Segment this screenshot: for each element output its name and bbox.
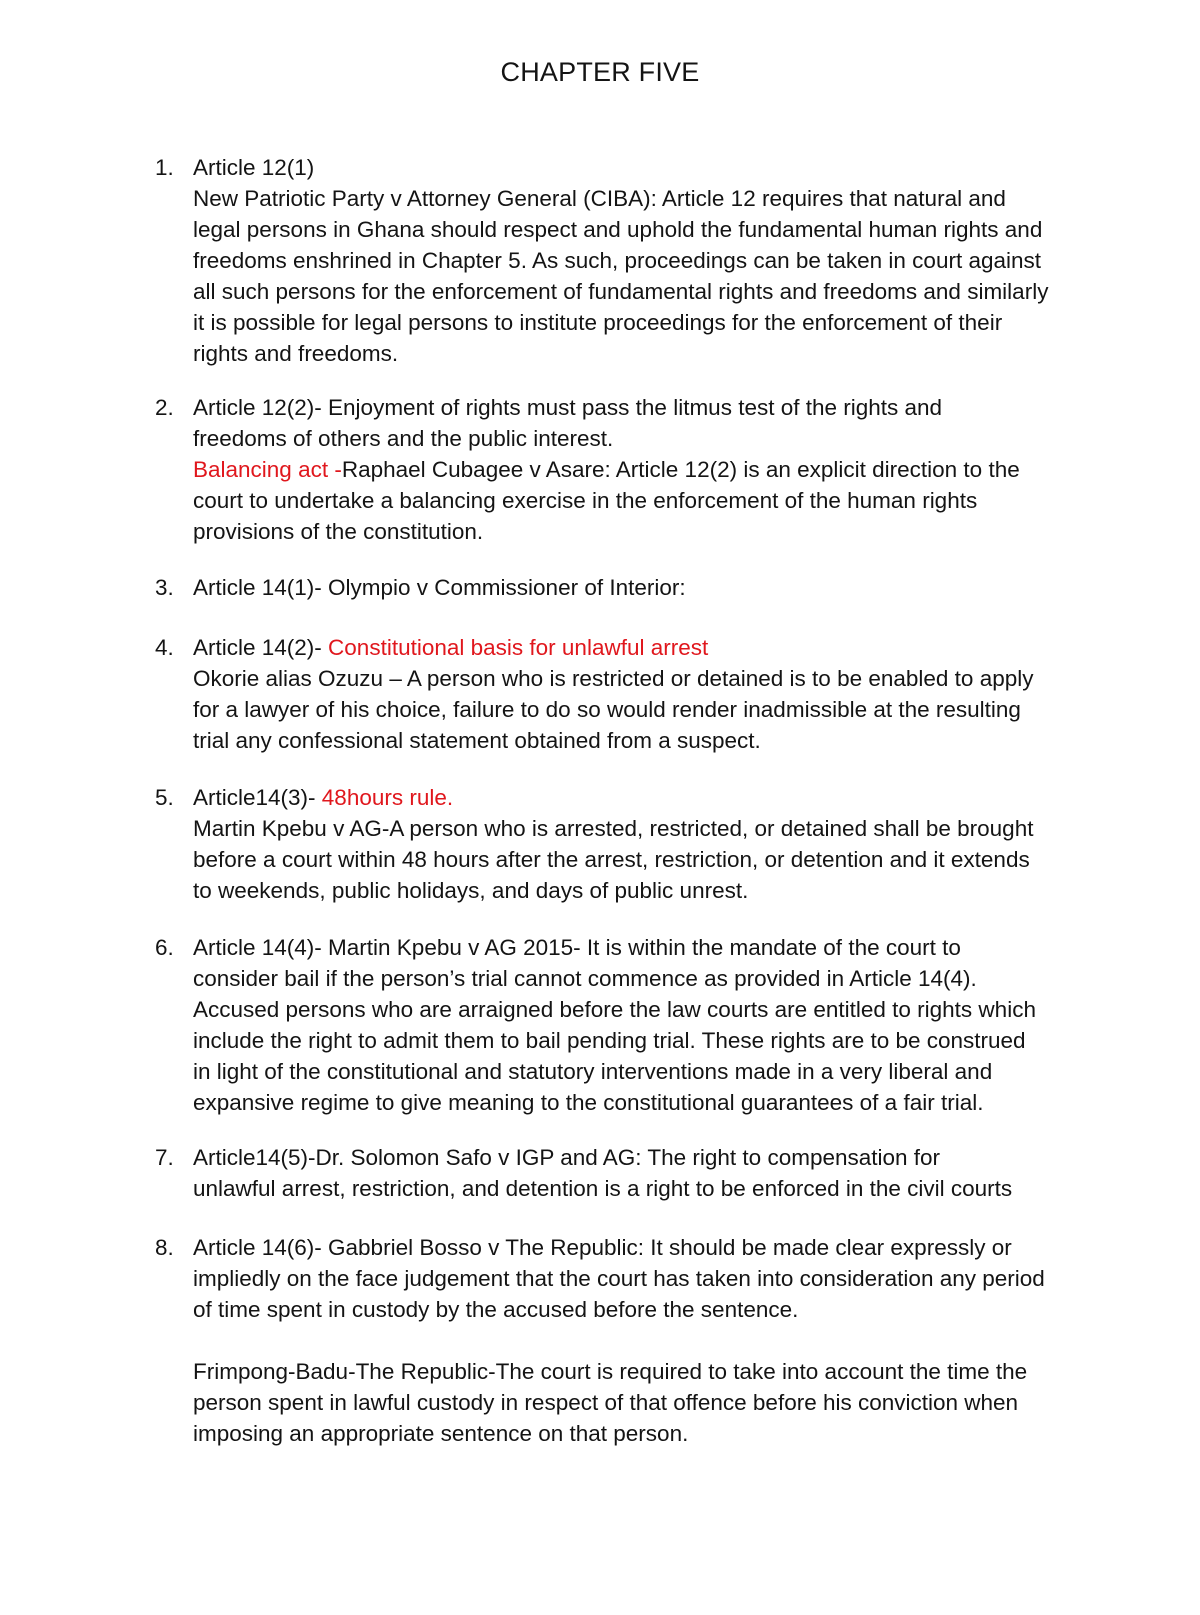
list-item bbox=[155, 152, 1145, 369]
item-number: 5. bbox=[155, 785, 174, 810]
chapter-title: CHAPTER FIVE bbox=[500, 57, 700, 87]
text-line bbox=[193, 454, 1145, 485]
text-line: imposing an appropriate sentence on that person. bbox=[193, 1421, 689, 1446]
text-line: Martin Kpebu v AG-A person who is arrested, restricted, or detained shall be brought bbox=[193, 816, 1034, 841]
text-line: Article 14(1)- Olympio v Commissioner of Interior: bbox=[193, 575, 686, 600]
text-line: trial any confessional statement obtained from a suspect. bbox=[193, 728, 761, 753]
text-line: include the right to admit them to bail pending trial. These rights are to be construed bbox=[193, 1028, 1026, 1053]
text-line: of time spent in custody by the accused before the sentence. bbox=[193, 1297, 799, 1322]
text-line: Frimpong-Badu-The Republic-The court is required to take into account the time the bbox=[193, 1359, 1028, 1384]
list-item bbox=[155, 1232, 1145, 1449]
text-line: freedoms enshrined in Chapter 5. As such, proceedings can be taken in court against bbox=[193, 248, 1042, 273]
list-item bbox=[155, 572, 1145, 603]
list-item bbox=[155, 932, 1145, 1118]
item-number: 8. bbox=[155, 1235, 174, 1260]
text-line: freedoms of others and the public interest. bbox=[193, 426, 614, 451]
text-line: expansive regime to give meaning to the constitutional guarantees of a fair trial. bbox=[193, 1090, 984, 1115]
highlight-text: Balancing act - bbox=[193, 457, 342, 482]
text-line: New Patriotic Party v Attorney General (CIBA): Article 12 requires that natural and bbox=[193, 186, 1006, 211]
text-line: for a lawyer of his choice, failure to do so would render inadmissible at the resulting bbox=[193, 697, 1021, 722]
text-line: Article 14(6)- Gabbriel Bosso v The Republic: It should be made clear expressly or bbox=[193, 1235, 1012, 1260]
item-body bbox=[193, 632, 1145, 756]
text-line: it is possible for legal persons to institute proceedings for the enforcement of their bbox=[193, 310, 1003, 335]
text-line: legal persons in Ghana should respect and uphold the fundamental human rights and bbox=[193, 217, 1043, 242]
text-line: Okorie alias Ozuzu – A person who is restricted or detained is to be enabled to apply bbox=[193, 666, 1034, 691]
text-line: unlawful arrest, restriction, and detention is a right to be enforced in the civil courts bbox=[193, 1176, 1013, 1201]
paragraph-gap bbox=[193, 1325, 1145, 1356]
text-line: Accused persons who are arraigned before the law courts are entitled to rights which bbox=[193, 997, 1036, 1022]
text-line: person spent in lawful custody in respect of that offence before his conviction when bbox=[193, 1390, 1019, 1415]
text-line: to weekends, public holidays, and days of public unrest. bbox=[193, 878, 749, 903]
item-body bbox=[193, 392, 1145, 547]
list-item bbox=[155, 632, 1145, 756]
text-line: before a court within 48 hours after the arrest, restriction, or detention and it extends bbox=[193, 847, 1030, 872]
item-number: 7. bbox=[155, 1145, 174, 1170]
list-item bbox=[155, 392, 1145, 547]
text-span: Raphael Cubagee v Asare: Article 12(2) is an explicit direction to the bbox=[341, 457, 1020, 482]
text-line: rights and freedoms. bbox=[193, 341, 399, 366]
text-line bbox=[193, 782, 1145, 813]
item-body bbox=[193, 572, 1145, 603]
item-number: 6. bbox=[155, 935, 174, 960]
item-number: 1. bbox=[155, 155, 174, 180]
text-line: court to undertake a balancing exercise in the enforcement of the human rights bbox=[193, 488, 978, 513]
list-item bbox=[155, 782, 1145, 906]
text-line: provisions of the constitution. bbox=[193, 519, 484, 544]
item-number: 4. bbox=[155, 635, 174, 660]
item-body bbox=[193, 1232, 1145, 1449]
text-line: in light of the constitutional and statutory interventions made in a very liberal and bbox=[193, 1059, 993, 1084]
text-span: Article14(3)- bbox=[193, 785, 322, 810]
item-body bbox=[193, 152, 1145, 369]
item-body bbox=[193, 932, 1145, 1118]
text-line: impliedly on the face judgement that the court has taken into consideration any period bbox=[193, 1266, 1045, 1291]
item-body bbox=[193, 782, 1145, 906]
text-line: Article 14(4)- Martin Kpebu v AG 2015- It is within the mandate of the court to bbox=[193, 935, 961, 960]
item-number: 3. bbox=[155, 575, 174, 600]
text-line bbox=[193, 632, 1145, 663]
item-body bbox=[193, 1142, 1145, 1204]
text-line: all such persons for the enforcement of fundamental rights and freedoms and similarly bbox=[193, 279, 1049, 304]
item-number: 2. bbox=[155, 395, 174, 420]
text-line: Article 12(2)- Enjoyment of rights must pass the litmus test of the rights and bbox=[193, 395, 943, 420]
list-item bbox=[155, 1142, 1145, 1204]
text-line: Article14(5)-Dr. Solomon Safo v IGP and AG: The right to compensation for bbox=[193, 1145, 941, 1170]
text-line: Article 12(1) bbox=[193, 155, 315, 180]
text-line: consider bail if the person’s trial cannot commence as provided in Article 14(4). bbox=[193, 966, 977, 991]
highlight-text: Constitutional basis for unlawful arrest bbox=[328, 635, 709, 660]
text-span: Article 14(2)- bbox=[193, 635, 329, 660]
highlight-text: 48hours rule. bbox=[321, 785, 454, 810]
